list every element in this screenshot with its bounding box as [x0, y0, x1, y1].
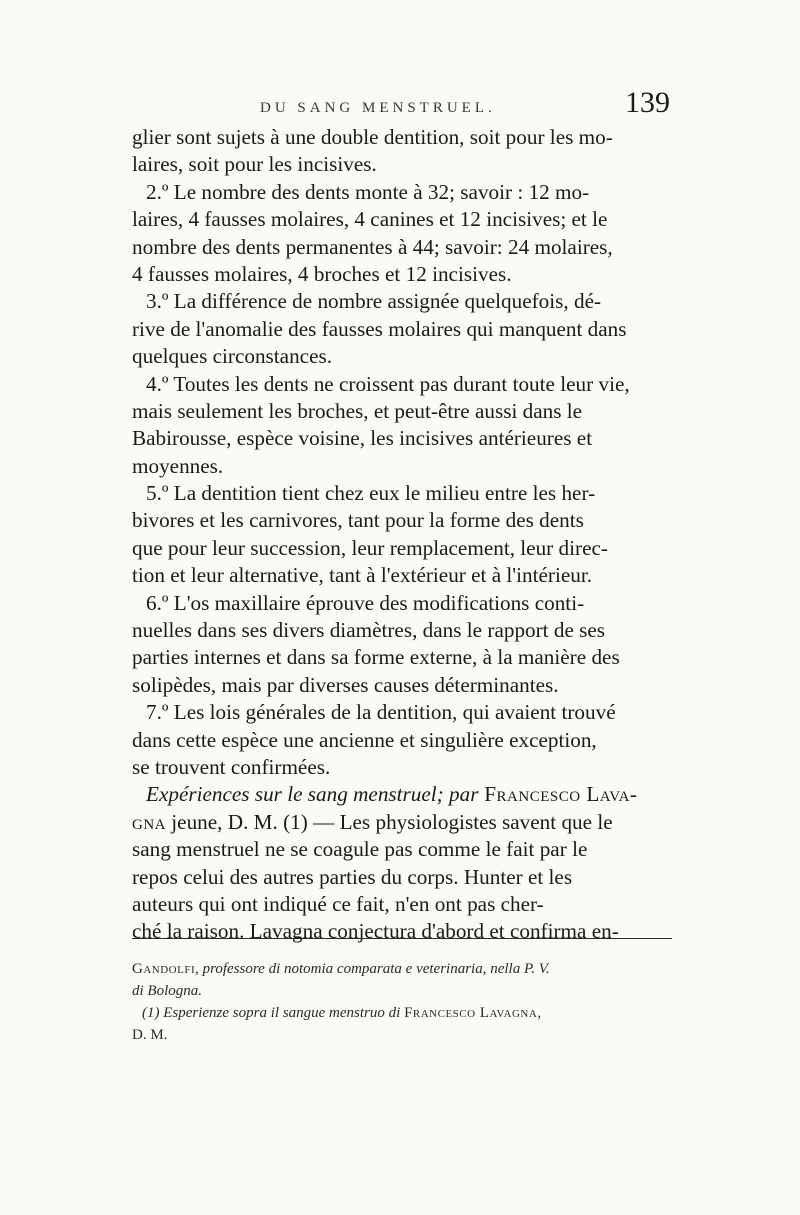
footnote-name: Francesco Lavagna: [404, 1005, 538, 1021]
text-line: parties internes et dans sa forme externe, à la manière des: [132, 645, 620, 670]
footnote-name: Gandolfi: [132, 961, 196, 977]
footnote-line: D. M.: [132, 1027, 168, 1043]
text-line: [132, 809, 680, 836]
text-line: se trouvent confirmées.: [132, 754, 331, 779]
text-line: 2.º Le nombre des dents monte à 32; savoir : 12 mo-: [146, 179, 590, 204]
experiment-heading-line: [132, 781, 680, 808]
text-line: 7.º Les lois générales de la dentition, qui avaient trouvé: [146, 700, 616, 725]
text-line: 3.º La différence de nombre assignée quelquefois, dé-: [146, 289, 602, 314]
text-line: rive de l'anomalie des fausses molaires qui manquent dans: [132, 316, 627, 341]
text-line: solipèdes, mais par diverses causes déterminantes.: [132, 672, 559, 697]
footnote-text: , professore di notomia comparata e veterinaria, nella P. V.: [195, 961, 550, 977]
text-line: 6.º L'os maxillaire éprouve des modifications conti-: [146, 590, 585, 615]
footnotes: [132, 958, 680, 1046]
text-line: repos celui des autres parties du corps. Hunter et les: [132, 864, 573, 889]
footnote-text: (1) Esperienze sopra il sangue menstruo di: [142, 1005, 405, 1021]
text-line: 4.º Toutes les dents ne croissent pas durant toute leur vie,: [146, 371, 630, 396]
experiment-text: jeune, D. M. (1) — Les physiologistes savent que le: [166, 809, 613, 834]
footnote-text: ,: [537, 1005, 542, 1021]
footnote-divider: [132, 938, 672, 939]
text-line: moyennes.: [132, 453, 224, 478]
footnote-line: [132, 958, 680, 980]
text-line: dans cette espèce une ancienne et singulière exception,: [132, 727, 597, 752]
text-line: bivores et les carnivores, tant pour la forme des dents: [132, 508, 584, 533]
experiment-author: Francesco Lava-: [478, 782, 638, 807]
text-line: 4 fausses molaires, 4 broches et 12 incisives.: [132, 261, 512, 286]
text-line: auteurs qui ont indiqué ce fait, n'en ont pas cher-: [132, 891, 544, 916]
running-title: DU SANG MENSTRUEL.: [260, 100, 496, 116]
body-text: [132, 124, 680, 946]
footnote-line: [132, 1002, 680, 1024]
experiment-author-continued: gna: [132, 809, 166, 834]
text-line: glier sont sujets à une double dentition, soit pour les mo-: [132, 125, 613, 149]
text-line: que pour leur succession, leur remplacement, leur direc-: [132, 535, 608, 560]
text-line: laires, 4 fausses molaires, 4 canines et 12 incisives; et le: [132, 207, 608, 232]
text-line: quelques circonstances.: [132, 344, 333, 369]
text-line: sang menstruel ne se coagule pas comme le fait par le: [132, 837, 588, 862]
text-line: mais seulement les broches, et peut-être aussi dans le: [132, 398, 583, 423]
text-line: laires, soit pour les incisives.: [132, 152, 377, 177]
text-line: nombre des dents permanentes à 44; savoir: 24 molaires,: [132, 234, 613, 259]
page-header: [130, 86, 670, 126]
text-line: 5.º La dentition tient chez eux le milieu entre les her-: [146, 481, 596, 506]
footnote-line: di Bologna.: [132, 983, 202, 999]
text-line: Babirousse, espèce voisine, les incisives antérieures et: [132, 426, 593, 451]
text-line: ché la raison. Lavagna conjectura d'abord et confirma en-: [132, 919, 619, 944]
text-line: tion et leur alternative, tant à l'extérieur et à l'intérieur.: [132, 563, 593, 588]
text-line: nuelles dans ses divers diamètres, dans le rapport de ses: [132, 618, 606, 643]
page-number: 139: [625, 86, 670, 119]
experiment-title: Expériences sur le sang menstruel; par: [146, 782, 479, 807]
